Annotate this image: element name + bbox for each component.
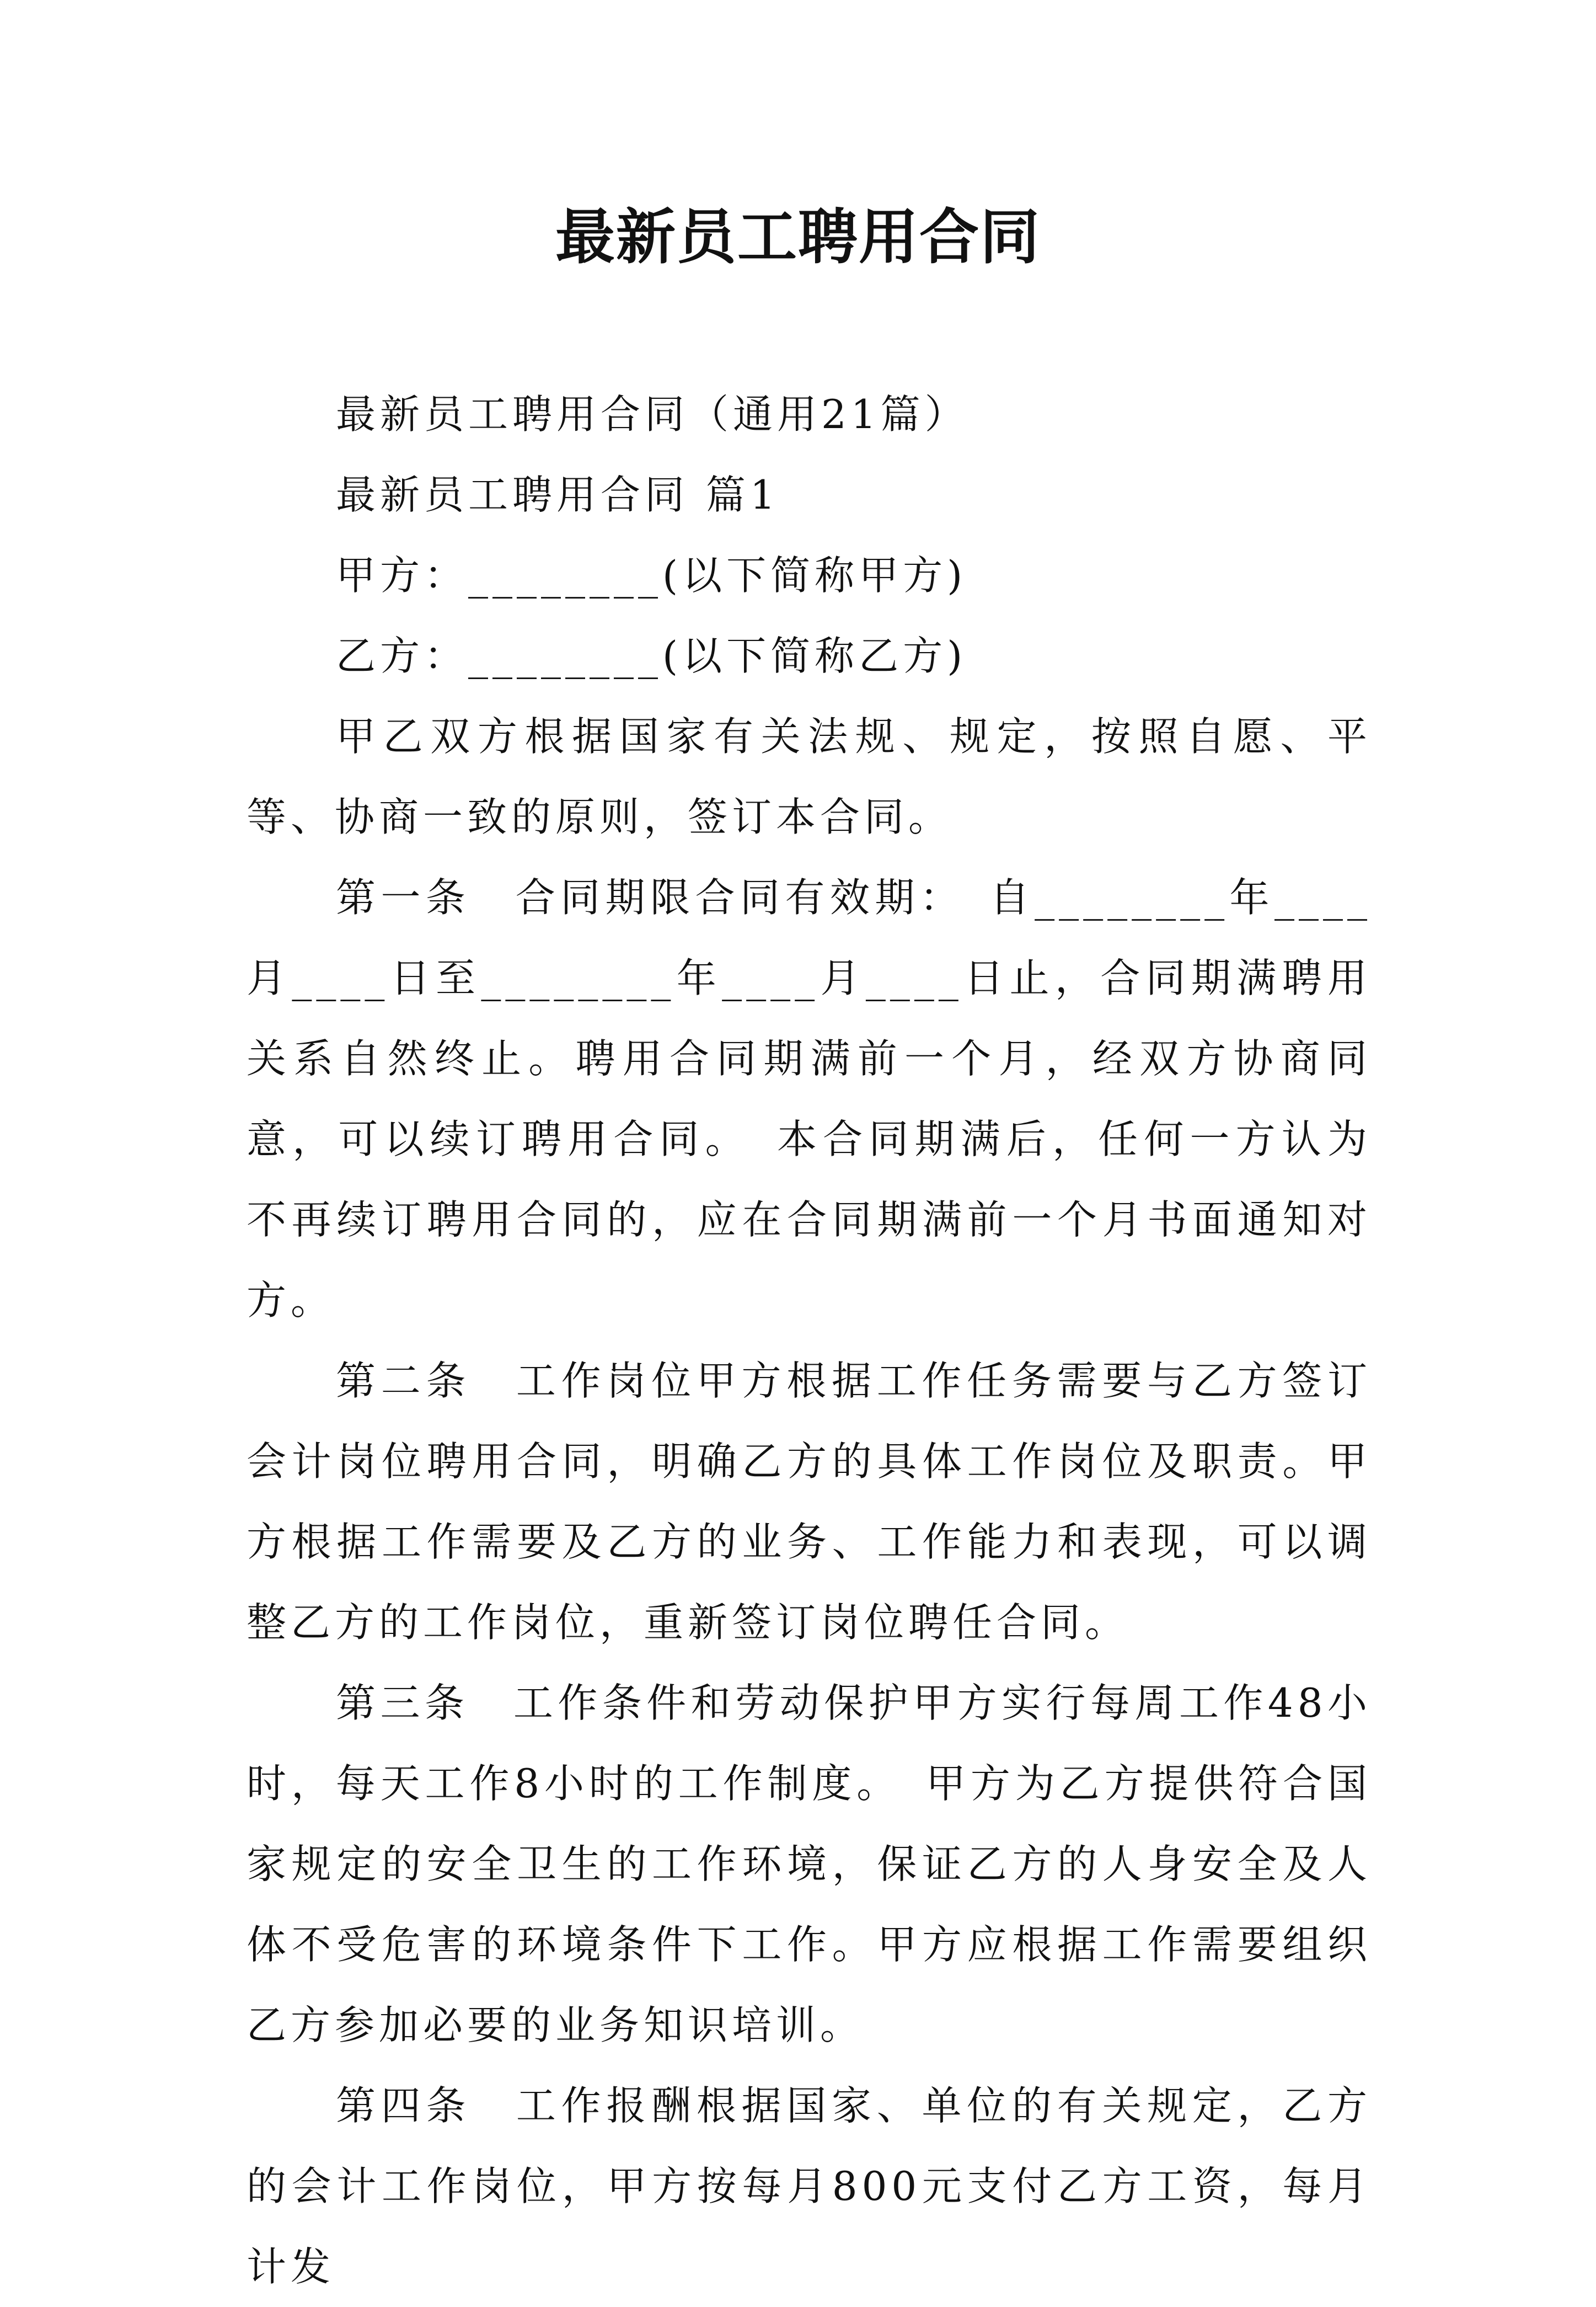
paragraph-party-b: 乙方：________(以下简称乙方) (336, 633, 967, 679)
paragraph-article-3: 第三条 工作条件和劳动保护甲方实行每周工作48小时，每天工作8小时的工作制度。 甲方为乙方提供符合国家规定的安全卫生的工作环境，保证乙方的人身安全及人体不受危害的环境条件下工作。甲方应根据工作需要组织乙方参加必要的业务知识培训。 (247, 1680, 1372, 2048)
paragraph-party-a: 甲方：________(以下简称甲方) (336, 552, 967, 599)
document-body (247, 374, 1372, 2307)
paragraph-section-heading: 最新员工聘用合同 篇1 (336, 472, 780, 518)
paragraph-article-1: 第一条 合同期限合同有效期： 自________年____月____日至________年____月____日止，合同期满聘用关系自然终止。聘用合同期满前一个月，经双方协商同意，可以续订聘用合同。 本合同期满后，任何一方认为不再续订聘用合同的，应在合同期满前一个月书面通知对方。 (247, 874, 1372, 1323)
paragraph-subtitle: 最新员工聘用合同（通用21篇） (336, 391, 969, 437)
document-title: 最新员工聘用合同 (555, 202, 1041, 272)
paragraph-article-2: 第二条 工作岗位甲方根据工作任务需要与乙方签订会计岗位聘用合同，明确乙方的具体工作岗位及职责。甲方根据工作需要及乙方的业务、工作能力和表现，可以调整乙方的工作岗位，重新签订岗位聘任合同。 (247, 1358, 1372, 1646)
paragraph-preamble: 甲乙双方根据国家有关法规、规定，按照自愿、平等、协商一致的原则，签订本合同。 (247, 713, 1372, 840)
paragraph-article-4: 第四条 工作报酬根据国家、单位的有关规定，乙方的会计工作岗位，甲方按每月800元支付乙方工资，每月计发 (247, 2082, 1372, 2290)
